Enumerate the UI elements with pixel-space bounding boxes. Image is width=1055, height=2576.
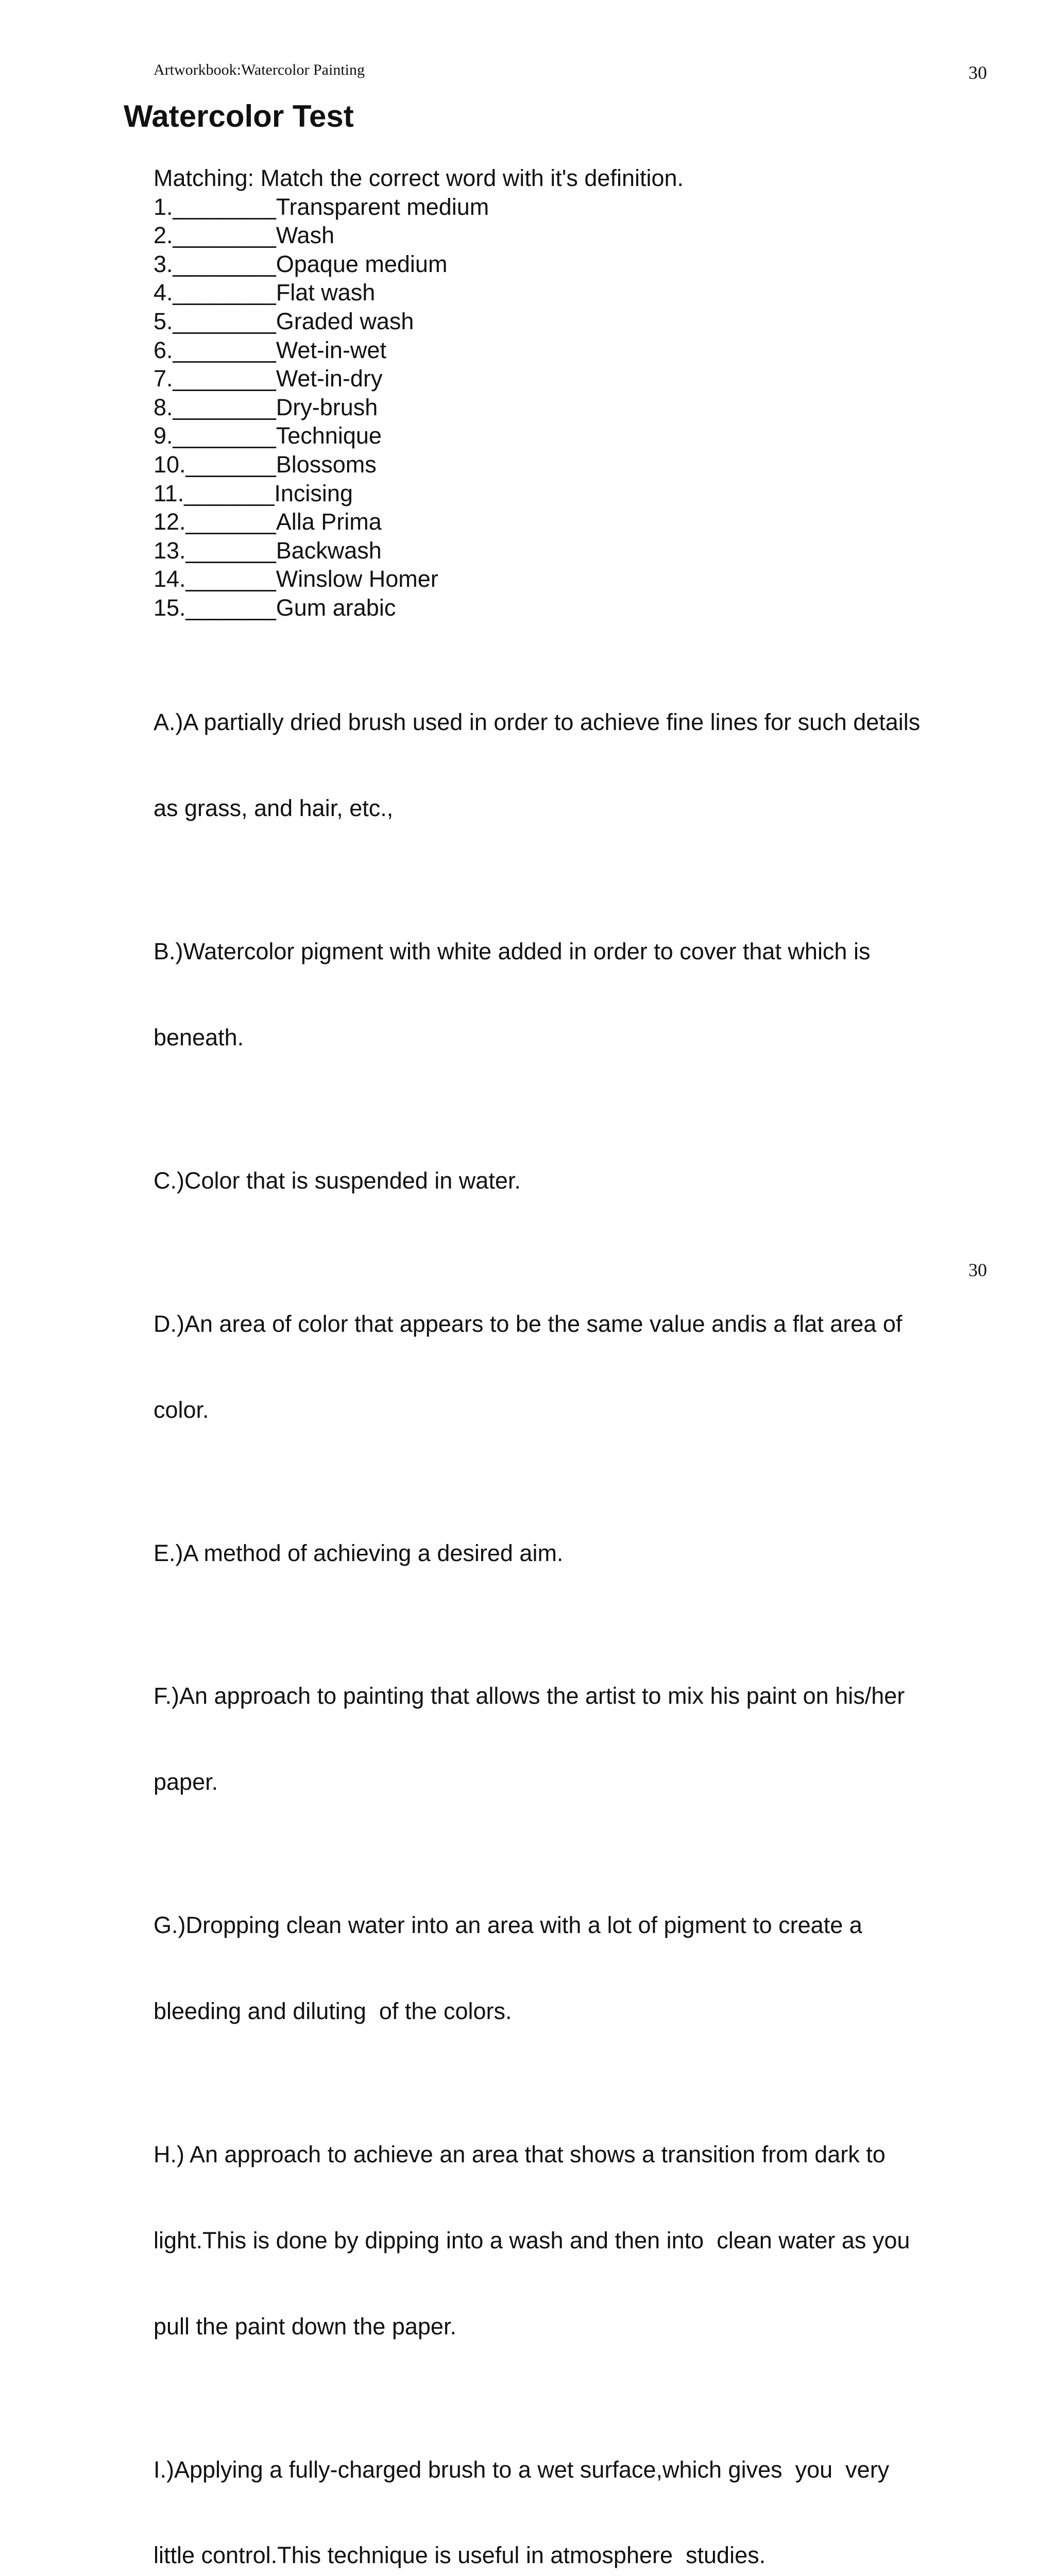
definition-line: I.)Applying a fully-charged brush to a wet surface,which gives you very [154,2456,890,2483]
term-item: 15._______Gum arabic [154,594,396,621]
term-item: 10._______Blossoms [154,451,377,478]
term-item: 1.________Transparent medium [154,193,489,220]
definition-line: H.) An approach to achieve an area that shows a transition from dark to [154,2141,886,2167]
term-item: 11._______Incising [154,480,353,506]
definition-line: as grass, and hair, etc., [154,795,394,822]
spacer [154,622,967,651]
definition-line: pull the paint down the paper. [154,2313,456,2340]
definition-h [154,2083,967,2398]
definition-line: little control.This technique is useful in atmosphere studies. [154,2542,766,2569]
definition-line: G.)Dropping clean water into an area with a lot of pigment to create a [154,1912,862,1939]
term-item: 12._______Alla Prima [154,509,382,535]
term-item: 2.________Wash [154,222,335,249]
definition-i [154,2398,967,2576]
definition-f [154,1624,967,1854]
term-item: 13._______Backwash [154,537,382,564]
definition-a [154,651,967,880]
running-head: Artworkbook:Watercolor Painting [154,61,365,78]
definition-list [154,651,967,2576]
definition-c [154,1109,967,1252]
definition-line: D.)An area of color that appears to be the same value andis a flat area of [154,1310,903,1337]
term-item: 8.________Dry-brush [154,394,378,420]
definition-line: F.)An approach to painting that allows the artist to mix his paint on his/her [154,1683,905,1709]
term-item: 5.________Graded wash [154,308,414,334]
definition-line: C.)Color that is suspended in water. [154,1167,521,1194]
definition-line: beneath. [154,1024,244,1050]
term-item: 6.________Wet-in-wet [154,336,386,363]
definition-line: bleeding and diluting of the colors. [154,1998,512,2024]
page-title: Watercolor Test [124,99,354,133]
term-item: 9.________Technique [154,422,382,449]
instructions: Matching: Match the correct word with it's definition. [154,165,684,191]
definition-line: A.)A partially dried brush used in order to achieve fine lines for such details [154,709,921,736]
term-item: 3.________Opaque medium [154,250,448,277]
definition-d [154,1252,967,1482]
page-number-bottom: 30 [968,1260,987,1280]
term-item: 7.________Wet-in-dry [154,365,383,392]
definition-line: B.)Watercolor pigment with white added in order to cover that which is [154,938,871,965]
definition-b [154,880,967,1109]
term-item: 4.________Flat wash [154,279,376,306]
definition-e [154,1481,967,1624]
definition-line: paper. [154,1769,218,1795]
term-item: 14._______Winslow Homer [154,566,438,592]
page-number-top: 30 [968,62,987,83]
definition-line: E.)A method of achieving a desired aim. [154,1539,564,1566]
definition-g [154,1854,967,2083]
definition-line: light.This is done by dipping into a wash and then into clean water as you [154,2227,910,2253]
test-content [154,164,967,2576]
definition-line: color. [154,1396,209,1423]
term-list [154,193,967,622]
